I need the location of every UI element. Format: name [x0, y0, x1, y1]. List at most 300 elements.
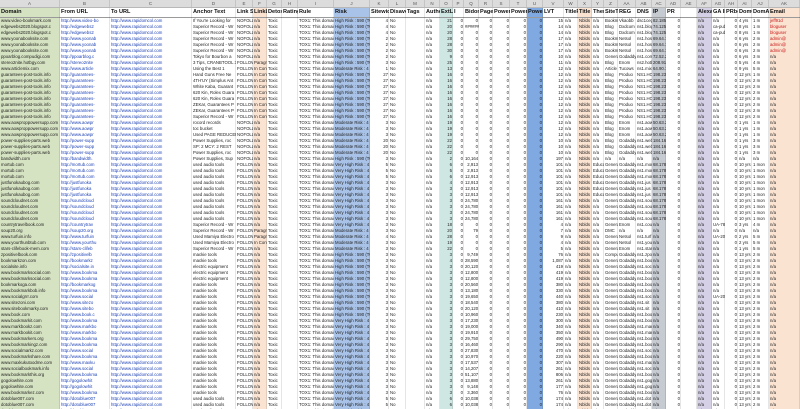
cell-i[interactable]: 0: [453, 300, 464, 306]
cell-ip[interactable]: n/a: [652, 156, 666, 162]
cell-loc[interactable]: Paragr: [253, 60, 267, 66]
cell-doma[interactable]: 1 m: [752, 120, 769, 126]
cell-domc[interactable]: 13 yrs: [738, 366, 752, 372]
cell-domc[interactable]: 2 yrs: [738, 234, 752, 240]
cell-lvt[interactable]: 12: [543, 90, 564, 96]
cell-domain[interactable]: zpositivelbook.com: [0, 252, 60, 258]
cell-theme[interactable]: n/a: [592, 216, 604, 222]
cell-power3[interactable]: 0: [527, 18, 543, 24]
cell-risk[interactable]: Very High Risk : 4: [334, 342, 370, 348]
cell-title[interactable]: n/a: [564, 240, 578, 246]
cell-doma[interactable]: 2 m: [752, 90, 769, 96]
cell-pr[interactable]: 0: [666, 384, 681, 390]
cell-ga[interactable]: n/a: [712, 258, 725, 264]
cell-lvt[interactable]: 197: [543, 156, 564, 162]
cell-power3[interactable]: 0: [527, 366, 543, 372]
cell-stat[interactable]: NOFOL: [236, 132, 253, 138]
cell-anchor[interactable]: Superior Record - Wr: [192, 24, 236, 30]
cell-risk[interactable]: Very High Risk : 4: [334, 186, 370, 192]
column-header[interactable]: PRb: [725, 8, 738, 17]
cell-lvt[interactable]: 76: [543, 390, 564, 396]
cell-dns[interactable]: ns1.aow: [636, 132, 652, 138]
cell-titleis[interactable]: Nblds: [578, 66, 592, 72]
cell-i[interactable]: 0: [453, 246, 464, 252]
column-letter[interactable]: AD: [666, 0, 681, 7]
cell-alexa[interactable]: n/a: [697, 48, 712, 54]
cell-site[interactable]: 20: [370, 144, 389, 150]
column-header[interactable]: DomA: [752, 8, 769, 17]
cell-risk[interactable]: Very High Risk : 4: [334, 402, 370, 408]
cell-prbo[interactable]: 0: [725, 348, 738, 354]
cell-loc[interactable]: n/a: [253, 330, 267, 336]
cell-rule[interactable]: TOX1: This doma: [298, 354, 334, 360]
cell-domain[interactable]: bookmarkoga.com: [0, 282, 60, 288]
cell-auth[interactable]: n/a: [425, 210, 440, 216]
cell-power3[interactable]: 0: [527, 348, 543, 354]
cell-disavow[interactable]: No: [389, 156, 406, 162]
column-header[interactable]: Powe: [527, 8, 543, 17]
cell-i[interactable]: 0: [453, 48, 464, 54]
cell-prbo[interactable]: 0: [725, 72, 738, 78]
cell-pr[interactable]: 0: [666, 60, 681, 66]
cell-page[interactable]: 0: [479, 276, 493, 282]
cell-ga[interactable]: n/a: [712, 78, 725, 84]
cell-power2[interactable]: 0: [510, 282, 527, 288]
cell-i[interactable]: 0: [453, 330, 464, 336]
cell-bidom[interactable]: 14,207: [464, 366, 479, 372]
cell-risk[interactable]: Moderate Risk : 4: [334, 120, 370, 126]
cell-detox[interactable]: Toxic: [267, 180, 282, 186]
cell-from[interactable]: http://bookmarkz: [60, 258, 110, 264]
cell-power2[interactable]: 0: [510, 270, 527, 276]
cell-auth[interactable]: n/a: [425, 234, 440, 240]
cell-site[interactable]: 3: [370, 330, 389, 336]
cell-ext[interactable]: 16: [440, 108, 453, 114]
cell-disavow[interactable]: No: [389, 90, 406, 96]
cell-doma[interactable]: 5 m: [752, 240, 769, 246]
cell-alexa[interactable]: n/a: [697, 198, 712, 204]
cell-auth[interactable]: n/a: [425, 384, 440, 390]
cell-lvt[interactable]: 161: [543, 210, 564, 216]
cell-dns[interactable]: ns1.blog: [636, 30, 652, 36]
cell-titleis[interactable]: Nblds: [578, 384, 592, 390]
cell-anchor[interactable]: Used Mamiya Electro: [192, 234, 236, 240]
cell-sitety[interactable]: Blog: [604, 84, 618, 90]
cell-prbo[interactable]: 0: [725, 252, 738, 258]
cell-anchor[interactable]: Tokyo for Bourbon a: [192, 54, 236, 60]
cell-domain[interactable]: justfunokaubog.com: [0, 186, 60, 192]
cell-power2[interactable]: 0: [510, 330, 527, 336]
column-letter[interactable]: AJ: [752, 0, 769, 7]
cell-ip[interactable]: n/a: [652, 294, 666, 300]
cell-ext[interactable]: 19: [440, 240, 453, 246]
cell-ga[interactable]: n/a: [712, 60, 725, 66]
cell-domc[interactable]: 1 yrs: [738, 132, 752, 138]
cell-email[interactable]: n/a: [769, 108, 800, 114]
cell-theme[interactable]: n/a: [592, 114, 604, 120]
cell-ip[interactable]: n/a: [652, 330, 666, 336]
cell-domc[interactable]: 10 yrs: [738, 162, 752, 168]
cell-disavow[interactable]: No: [389, 60, 406, 66]
cell-page[interactable]: 0: [479, 396, 493, 402]
cell-bidom[interactable]: 0: [464, 66, 479, 72]
cell-auth[interactable]: n/a: [425, 294, 440, 300]
cell-doma[interactable]: 2 m: [752, 84, 769, 90]
cell-detox[interactable]: Toxic: [267, 144, 282, 150]
column-header[interactable]: Page: [479, 8, 493, 17]
cell-reg[interactable]: Netsol: [618, 48, 636, 54]
cell-bidom[interactable]: 10,970: [464, 354, 479, 360]
cell-auth[interactable]: n/a: [425, 198, 440, 204]
cell-title[interactable]: n/a: [564, 180, 578, 186]
cell-domc[interactable]: 13 yrs: [738, 306, 752, 312]
cell-title[interactable]: n/a: [564, 66, 578, 72]
column-letter[interactable]: AI: [738, 0, 752, 7]
cell-loc[interactable]: n/a: [253, 18, 267, 24]
cell-auth[interactable]: n/a: [425, 36, 440, 42]
cell-titleis[interactable]: Nblds: [578, 72, 592, 78]
cell-power[interactable]: 0: [493, 66, 510, 72]
cell-ip[interactable]: n/a: [652, 360, 666, 366]
cell-power[interactable]: 0: [493, 180, 510, 186]
cell-reg[interactable]: Produo: [618, 72, 636, 78]
cell-dns[interactable]: ns1.boo: [636, 336, 652, 342]
cell-ga[interactable]: n/a: [712, 42, 725, 48]
cell-titleis[interactable]: Nblds: [578, 276, 592, 282]
cell-power[interactable]: 0: [493, 336, 510, 342]
cell-bidom[interactable]: 18,540: [464, 300, 479, 306]
cell-bidom[interactable]: 13,880: [464, 378, 479, 384]
column-letter[interactable]: W: [564, 0, 578, 7]
cell-domain[interactable]: power-supplies-parts.web: [0, 138, 60, 144]
column-letter[interactable]: Z: [604, 0, 618, 7]
cell-titleis[interactable]: Nblds: [578, 162, 592, 168]
cell-lvt[interactable]: 76: [543, 252, 564, 258]
cell-ext[interactable]: 6: [440, 402, 453, 408]
cell-rule[interactable]: TOX1: This doma: [298, 234, 334, 240]
cell-from[interactable]: http://zpositivelb: [60, 252, 110, 258]
cell-power2[interactable]: 0: [510, 318, 527, 324]
cell-ga[interactable]: n/a: [712, 252, 725, 258]
cell-title[interactable]: n/a: [564, 228, 578, 234]
cell-domain[interactable]: dotoblue007.com: [0, 396, 60, 402]
cell-power[interactable]: 0: [493, 84, 510, 90]
cell-email[interactable]: admin@: [769, 42, 800, 48]
column-header[interactable]: Email: [769, 8, 800, 17]
cell-email[interactable]: bloguser: [769, 30, 800, 36]
cell-rule[interactable]: TOX1: This doma: [298, 396, 334, 402]
cell-i[interactable]: 0: [453, 162, 464, 168]
cell-domc[interactable]: 13 yrs: [738, 258, 752, 264]
cell-email[interactable]: n/a: [769, 246, 800, 252]
cell-doma[interactable]: 1 mon: [752, 216, 769, 222]
cell-theme[interactable]: n/a: [592, 24, 604, 30]
cell-titleis[interactable]: Nblds: [578, 360, 592, 366]
cell-ip[interactable]: n/a: [652, 396, 666, 402]
cell-detox[interactable]: Toxic: [267, 222, 282, 228]
cell-title[interactable]: n/a: [564, 216, 578, 222]
cell-from[interactable]: http://mortub.com: [60, 174, 110, 180]
cell-stat[interactable]: FOLLO: [236, 294, 253, 300]
cell-sitety[interactable]: Gener: [604, 258, 618, 264]
cell-to[interactable]: http://www.rapidomcol.com: [110, 84, 192, 90]
cell-pr[interactable]: 0: [666, 126, 681, 132]
cell-rule[interactable]: TOX1: This doma: [298, 114, 334, 120]
cell-pr[interactable]: 0: [666, 132, 681, 138]
cell-detox[interactable]: Toxic: [267, 300, 282, 306]
cell-sitety[interactable]: Gener: [604, 312, 618, 318]
cell-alexa[interactable]: n/a: [697, 120, 712, 126]
cell-titleis[interactable]: Nblds: [578, 96, 592, 102]
cell-ga[interactable]: n/a: [712, 396, 725, 402]
cell-loc[interactable]: In Con: [253, 66, 267, 72]
cell-anchor[interactable]: mackie tools: [192, 330, 236, 336]
cell-email[interactable]: admin@: [769, 36, 800, 42]
cell-risk[interactable]: High Risk : 590 (T: [334, 102, 370, 108]
column-header[interactable]: PR: [666, 8, 681, 17]
cell-reg[interactable]: Godaddy: [618, 144, 636, 150]
cell-domain[interactable]: www.bookmarksocial.com: [0, 270, 60, 276]
cell-domc[interactable]: 6 yrs: [738, 48, 752, 54]
cell-power2[interactable]: 0: [510, 132, 527, 138]
cell-i[interactable]: 0: [453, 36, 464, 42]
cell-to[interactable]: http://www.rapidomcol.com: [110, 222, 192, 228]
cell-titleis[interactable]: Nblds: [578, 204, 592, 210]
cell-page[interactable]: 0: [479, 78, 493, 84]
cell-page[interactable]: 0: [479, 252, 493, 258]
cell-ip[interactable]: n/a: [652, 336, 666, 342]
cell-disavow[interactable]: No: [389, 348, 406, 354]
cell-theme[interactable]: n/a: [592, 228, 604, 234]
cell-sitety[interactable]: Gener: [604, 390, 618, 396]
cell-rule[interactable]: TOX1: This doma: [298, 336, 334, 342]
cell-site[interactable]: 5: [370, 162, 389, 168]
cell-email[interactable]: n/a: [769, 300, 800, 306]
cell-disavow[interactable]: No: [389, 312, 406, 318]
cell-stat[interactable]: NOFOL: [236, 48, 253, 54]
cell-title[interactable]: n/a: [564, 60, 578, 66]
cell-to[interactable]: http://www.rapidomcol.com: [110, 138, 192, 144]
cell-power2[interactable]: 0: [510, 264, 527, 270]
cell-risk[interactable]: Very High Risk : 4: [334, 348, 370, 354]
cell-theme[interactable]: n/a: [592, 360, 604, 366]
cell-ext[interactable]: 3: [440, 384, 453, 390]
cell-titleis[interactable]: Nblds: [578, 102, 592, 108]
column-letter[interactable]: K: [370, 0, 389, 7]
cell-auth[interactable]: n/a: [425, 48, 440, 54]
cell-theme[interactable]: n/a: [592, 204, 604, 210]
cell-rule[interactable]: TOX1: This doma: [298, 24, 334, 30]
cell-disavow[interactable]: No: [389, 336, 406, 342]
cell-disavow[interactable]: No: [389, 330, 406, 336]
cell-ga[interactable]: n/a: [712, 144, 725, 150]
cell-rule[interactable]: TOX1: This doma: [298, 108, 334, 114]
cell-pr[interactable]: 0: [666, 354, 681, 360]
cell-dns[interactable]: ns1.soc: [636, 294, 652, 300]
cell-doma[interactable]: 2 m: [752, 342, 769, 348]
cell-stat[interactable]: FOLLO: [236, 168, 253, 174]
cell-lvt[interactable]: 17: [543, 42, 564, 48]
cell-detox[interactable]: Toxic: [267, 126, 282, 132]
cell-reg[interactable]: Godaddy: [618, 288, 636, 294]
cell-from[interactable]: http://mortub.com: [60, 168, 110, 174]
cell-stat[interactable]: NOFOL: [236, 24, 253, 30]
cell-lvt[interactable]: 12: [543, 120, 564, 126]
cell-page[interactable]: 0: [479, 48, 493, 54]
cell-rule[interactable]: TOX1: This doma: [298, 72, 334, 78]
cell-to[interactable]: http://www.rapidomcol.com: [110, 192, 192, 198]
cell-power[interactable]: 0: [493, 72, 510, 78]
cell-theme[interactable]: n/a: [592, 306, 604, 312]
cell-rule[interactable]: TOX1: This doma: [298, 258, 334, 264]
cell-ip[interactable]: 68.178: [652, 198, 666, 204]
cell-from[interactable]: http://www.bookma: [60, 342, 110, 348]
cell-ext[interactable]: 9: [440, 54, 453, 60]
cell-power2[interactable]: 0: [510, 372, 527, 378]
cell-domain[interactable]: www.aowproppowersupp.com: [0, 126, 60, 132]
cell-power3[interactable]: 0: [527, 378, 543, 384]
cell-auth[interactable]: n/a: [425, 30, 440, 36]
cell-risk[interactable]: Very High Risk : 4: [334, 318, 370, 324]
cell-to[interactable]: http://www.rapidomcol.com: [110, 330, 192, 336]
cell-ip[interactable]: n/a: [652, 258, 666, 264]
cell-bidom[interactable]: 10,038: [464, 396, 479, 402]
cell-prbo[interactable]: 0: [725, 120, 738, 126]
cell-power2[interactable]: 0: [510, 30, 527, 36]
cell-titleis[interactable]: Nblds: [578, 216, 592, 222]
cell-stat[interactable]: FOLLO: [236, 162, 253, 168]
cell-alexa[interactable]: n/a: [697, 252, 712, 258]
cell-pr[interactable]: 0: [666, 222, 681, 228]
cell-theme[interactable]: n/a: [592, 90, 604, 96]
cell-rule[interactable]: TOX1: This doma: [298, 132, 334, 138]
cell-bidom[interactable]: 3,360: [464, 390, 479, 396]
cell-site[interactable]: 3: [370, 258, 389, 264]
cell-ga[interactable]: n/a: [712, 306, 725, 312]
cell-ga[interactable]: n/a: [712, 270, 725, 276]
cell-anchor[interactable]: mackie tools: [192, 324, 236, 330]
cell-anchor[interactable]: mackie tools: [192, 354, 236, 360]
cell-from[interactable]: http://www.social: [60, 366, 110, 372]
cell-site[interactable]: 3: [370, 186, 389, 192]
cell-doma[interactable]: 2 m: [752, 48, 769, 54]
cell-power2[interactable]: 0: [510, 366, 527, 372]
cell-pr[interactable]: 0: [666, 156, 681, 162]
cell-detox[interactable]: Toxic: [267, 162, 282, 168]
cell-power3[interactable]: 0: [527, 78, 543, 84]
cell-alexa[interactable]: n/a: [697, 318, 712, 324]
cell-detox[interactable]: Toxic: [267, 378, 282, 384]
cell-risk[interactable]: High Risk : 590 (T: [334, 306, 370, 312]
cell-loc[interactable]: n/a: [253, 162, 267, 168]
cell-titleis[interactable]: Nblds: [578, 24, 592, 30]
cell-lvt[interactable]: 101: [543, 162, 564, 168]
column-letter[interactable]: H: [282, 0, 298, 7]
cell-rule[interactable]: TOX1: This doma: [298, 372, 334, 378]
cell-dns[interactable]: ns1.boo: [636, 258, 652, 264]
cell-alexa[interactable]: n/a: [697, 90, 712, 96]
cell-sitety[interactable]: Gener: [604, 234, 618, 240]
cell-i[interactable]: 0: [453, 126, 464, 132]
cell-lvt[interactable]: 17: [543, 36, 564, 42]
cell-titleis[interactable]: Nblds: [578, 222, 592, 228]
cell-doma[interactable]: 2 m: [752, 324, 769, 330]
cell-titleis[interactable]: Nblds: [578, 318, 592, 324]
cell-sitety[interactable]: Gener: [604, 330, 618, 336]
column-header[interactable]: I: [453, 8, 464, 17]
cell-pr[interactable]: 0: [666, 90, 681, 96]
cell-reg[interactable]: Godaddy: [618, 402, 636, 408]
cell-page[interactable]: 0: [479, 60, 493, 66]
cell-domain[interactable]: stereo2nite.hotbgy.com: [0, 60, 60, 66]
cell-risk[interactable]: Moderate Risk : 4: [334, 126, 370, 132]
cell-disavow[interactable]: No: [389, 240, 406, 246]
cell-alexa[interactable]: n/a: [697, 360, 712, 366]
cell-risk[interactable]: High Risk : 590 (T: [334, 60, 370, 66]
cell-risk[interactable]: High Risk : 590 (T: [334, 300, 370, 306]
cell-rule[interactable]: TOX1: This doma: [298, 330, 334, 336]
cell-alexa[interactable]: n/a: [697, 264, 712, 270]
cell-domc[interactable]: n/a: [738, 156, 752, 162]
cell-doma[interactable]: 1 mon: [752, 204, 769, 210]
cell-reg[interactable]: Godaddy: [618, 294, 636, 300]
cell-page[interactable]: 0: [479, 72, 493, 78]
cell-sitety[interactable]: Gener: [604, 216, 618, 222]
cell-auth[interactable]: n/a: [425, 138, 440, 144]
cell-ga[interactable]: n/a: [712, 198, 725, 204]
cell-email[interactable]: n/a: [769, 330, 800, 336]
cell-power[interactable]: 0: [493, 342, 510, 348]
cell-theme[interactable]: n/a: [592, 48, 604, 54]
cell-ext[interactable]: 16: [440, 90, 453, 96]
cell-i[interactable]: 0: [453, 282, 464, 288]
column-header[interactable]: Link S: [236, 8, 253, 17]
cell-auth[interactable]: n/a: [425, 18, 440, 24]
cell-prbo[interactable]: 0: [725, 366, 738, 372]
cell-disavow[interactable]: No: [389, 30, 406, 36]
cell-auth[interactable]: n/a: [425, 84, 440, 90]
cell-titleis[interactable]: Nblds: [578, 210, 592, 216]
cell-rule[interactable]: TOX1: This doma: [298, 96, 334, 102]
column-header[interactable]: GA I: [712, 8, 725, 17]
cell-site[interactable]: 3: [370, 372, 389, 378]
cell-anchor[interactable]: mackie tools: [192, 294, 236, 300]
cell-doma[interactable]: 2 m: [752, 258, 769, 264]
cell-dns[interactable]: ns1.zpo: [636, 252, 652, 258]
cell-risk[interactable]: High Risk : 590 (T: [334, 276, 370, 282]
cell-ga[interactable]: n/a: [712, 84, 725, 90]
cell-power[interactable]: 0: [493, 216, 510, 222]
cell-from[interactable]: http://www.markbo: [60, 324, 110, 330]
cell-power3[interactable]: 0: [527, 264, 543, 270]
cell-stat[interactable]: FOLLO: [236, 234, 253, 240]
cell-theme[interactable]: n/a: [592, 60, 604, 66]
cell-i[interactable]: 0: [453, 102, 464, 108]
cell-auth[interactable]: n/a: [425, 126, 440, 132]
cell-doma[interactable]: 3 m: [752, 54, 769, 60]
cell-bidom[interactable]: 79: [464, 228, 479, 234]
cell-lvt[interactable]: 101: [543, 186, 564, 192]
cell-site[interactable]: 3: [370, 288, 389, 294]
cell-power2[interactable]: 0: [510, 252, 527, 258]
cell-domain[interactable]: guarantees-post-tools.info: [0, 108, 60, 114]
cell-prbo[interactable]: 0: [725, 282, 738, 288]
column-letter[interactable]: J: [334, 0, 370, 7]
cell-titleis[interactable]: Nblds: [578, 264, 592, 270]
cell-loc[interactable]: n/a: [253, 324, 267, 330]
cell-lvt[interactable]: 14: [543, 24, 564, 30]
cell-anchor[interactable]: Used Mamiya Electro: [192, 240, 236, 246]
